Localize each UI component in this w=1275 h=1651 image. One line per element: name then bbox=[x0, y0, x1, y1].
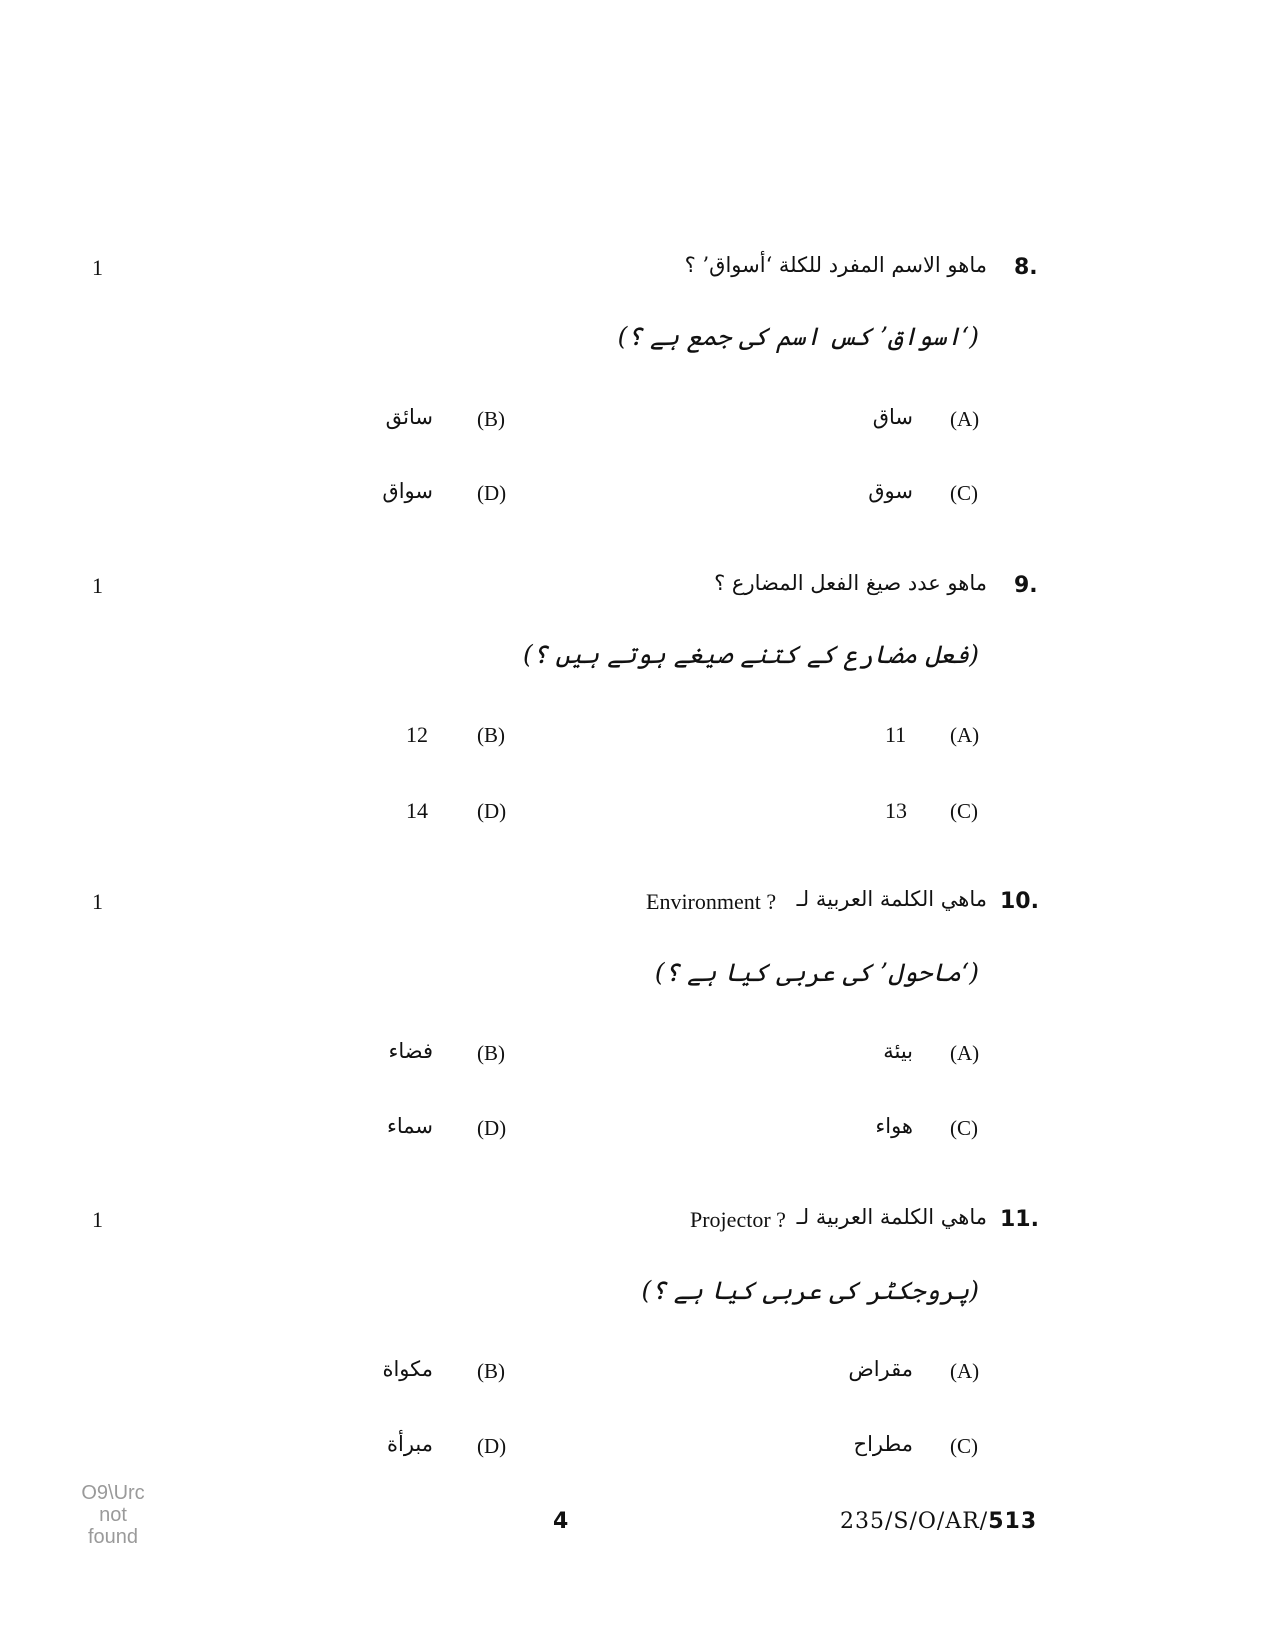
option-d-label: (D) bbox=[477, 481, 507, 505]
marks: 1 bbox=[92, 1207, 103, 1232]
question-text-arabic: ماهو عدد صيغ الفعل المضارع ؟ bbox=[714, 571, 987, 595]
question-text-english: Projector ? bbox=[690, 1207, 786, 1232]
option-a-text[interactable]: بيئة bbox=[883, 1039, 913, 1063]
option-c-text[interactable]: مطراح bbox=[853, 1432, 913, 1456]
option-c-label: (C) bbox=[950, 1434, 978, 1458]
question-text-urdu: (‘اسواق’ کس اسم کی جمع ہے ؟) bbox=[617, 322, 979, 351]
paper-code-suffix: 513 bbox=[988, 1509, 1038, 1534]
option-b-label: (B) bbox=[477, 1041, 505, 1065]
question-text-arabic: ماهي الكلمة العربية لـ bbox=[796, 887, 987, 911]
option-d-label: (D) bbox=[477, 799, 507, 823]
option-a-text[interactable]: مقراض bbox=[848, 1357, 913, 1381]
option-b-label: (B) bbox=[477, 407, 505, 431]
question-text-urdu: (فعل مضارع کے کتنے صیغے ہوتے ہیں ؟) bbox=[523, 640, 979, 669]
option-a-label: (A) bbox=[950, 407, 980, 431]
question-text-urdu: (پروجکٹر کی عربی کیا ہے ؟) bbox=[641, 1276, 979, 1305]
option-c-label: (C) bbox=[950, 481, 978, 505]
question-text-english: Environment ? bbox=[646, 889, 777, 914]
option-b-text[interactable]: فضاء bbox=[388, 1039, 433, 1063]
option-d-label: (D) bbox=[477, 1434, 507, 1458]
option-b-text[interactable]: 12 bbox=[406, 722, 428, 747]
option-c-text[interactable]: 13 bbox=[885, 798, 907, 823]
marks: 1 bbox=[92, 573, 103, 598]
page-number: 4 bbox=[553, 1509, 569, 1534]
option-d-label: (D) bbox=[477, 1116, 507, 1140]
question-text-arabic: ماهو الاسم المفرد للكلة ‘أسواق’ ؟ bbox=[684, 253, 987, 277]
question-number: 9. bbox=[1014, 573, 1038, 598]
paper-code-prefix: 235/S/O/AR/ bbox=[840, 1509, 989, 1534]
option-a-label: (A) bbox=[950, 1041, 980, 1065]
option-d-text[interactable]: سماء bbox=[386, 1114, 433, 1138]
option-b-label: (B) bbox=[477, 723, 505, 747]
option-d-text[interactable]: 14 bbox=[406, 798, 428, 823]
option-a-text[interactable]: 11 bbox=[885, 722, 907, 747]
broken-image-placeholder: O9\Urc not found bbox=[81, 1482, 145, 1544]
option-c-text[interactable]: هواء bbox=[875, 1114, 913, 1138]
option-b-label: (B) bbox=[477, 1359, 505, 1383]
option-b-text[interactable]: سائق bbox=[385, 405, 433, 429]
option-d-text[interactable]: مبرأة bbox=[386, 1432, 433, 1456]
question-number: 10. bbox=[1000, 889, 1039, 914]
option-c-text[interactable]: سوق bbox=[868, 479, 913, 503]
marks: 1 bbox=[92, 889, 103, 914]
question-number: 11. bbox=[1000, 1207, 1039, 1232]
option-a-text[interactable]: ساق bbox=[872, 405, 913, 429]
option-b-text[interactable]: مكواة bbox=[382, 1357, 433, 1381]
option-a-label: (A) bbox=[950, 1359, 980, 1383]
option-a-label: (A) bbox=[950, 723, 980, 747]
marks: 1 bbox=[92, 255, 103, 280]
option-c-label: (C) bbox=[950, 799, 978, 823]
option-d-text[interactable]: سواق bbox=[382, 479, 433, 503]
question-number: 8. bbox=[1014, 255, 1038, 280]
question-text-arabic: ماهي الكلمة العربية لـ bbox=[796, 1205, 987, 1229]
option-c-label: (C) bbox=[950, 1116, 978, 1140]
question-text-urdu: (‘ماحول’ کی عربی کیا ہے ؟) bbox=[654, 958, 979, 987]
paper-code bbox=[840, 1509, 1037, 1534]
